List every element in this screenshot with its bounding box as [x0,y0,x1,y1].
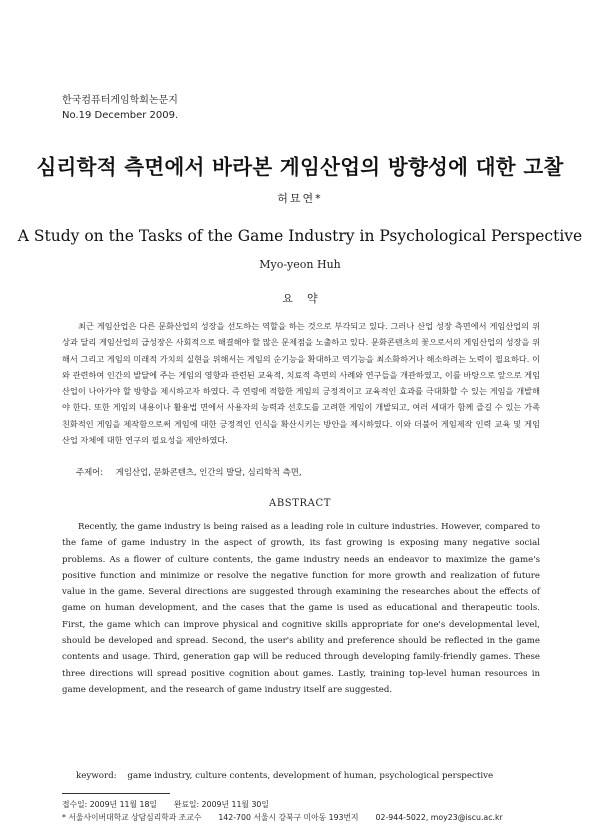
footnote [62,798,503,824]
journal-header [62,93,178,123]
journal-issue: No.19 December 2009. [62,110,179,121]
email: moy23@iscu.ac.kr [430,813,503,822]
accepted-label: 완료일: [173,800,200,809]
received-date: 2009년 11월 18일 [89,800,157,809]
abstract-korean-heading: 요약 [282,292,332,305]
affiliation: * 서울사이버대학교 상담심리학과 조교수 [62,813,202,822]
keywords-english-list: game industry, culture contents, development of human, psychological perspective [127,771,494,781]
keywords-korean [76,466,536,478]
paper-title-english: A Study on the Tasks of the Game Industry in Psychological Perspective [17,227,583,245]
abstract-korean: 최근 게임산업은 다른 문화산업의 성장을 선도하는 역할을 하는 것으로 부각되고 있다. 그러나 산업 성장 측면에서 게임산업의 위상과 달리 게임산업의 급성장은 사회적으로 해결해야 할 많은 문제점을 노출하고 있다. 문화콘텐츠의 꽃으로서의 게임산업의 성장을 위해서 그리고 게임의 미래적 가치의 실현을 위해서는 게임의 순기능을 확대하고 역기능을 최소화하거나 해소하려는 노력이 필요하다. 이와 관련하여 인간의 발달에 주는 게임의 영향과 관련된 교육적, 치료적 측면의 사례와 연구들을 개관하였고, 이를 바탕으로 앞으로 게임산업이 나아가야 할 방향을 제시하고자 하였다. 즉 연령에 적합한 게임의 긍정적이고 교육적인 효과를 극대화할 수 있는 게임을 개발해야 한다. 또한 게임의 내용이나 활용법 면에서 사용자의 능력과 선호도를 고려한 게임이 개발되고, 여러 세대가 함께 즐길 수 있는 가족친화적인 게임을 제작함으로써 게임에 대한 긍정적인 인식을 확산시키는 방안을 제시하였다. 이와 더불어 게임제작 인력 교육 및 게임산업 자체에 대한 연구의 필요성을 제안하였다. [62,321,540,446]
keywords-english-label: keyword: [76,771,117,781]
abstract-english-heading: ABSTRACT [269,498,331,509]
footnote-affiliation [62,811,503,824]
keywords-korean-label: 주제어: [76,467,104,477]
keywords-english [76,771,546,781]
keywords-korean-list: 게임산업, 문화콘텐츠, 인간의 발달, 심리학적 측면, [115,467,302,477]
paper-title-korean: 심리학적 측면에서 바라본 게임산업의 방향성에 대한 고찰 [36,155,564,179]
address: 142-700 서울시 강북구 미아동 193번지 [218,813,359,822]
phone: 02-944-5022, [375,813,429,822]
author-korean: 허묘연* [277,192,323,205]
author-english: Myo-yeon Huh [259,258,341,271]
received-label: 접수일: [62,800,88,809]
journal-name: 한국컴퓨터게임학회논문지 [62,95,178,106]
abstract-english: Recently, the game industry is being raised as a leading role in culture industries. However, compared to the fame of game industry in the aspect of growth, its fast growing is exposing many negative social problems. As a flower of culture contents, the game industry needs an endeavor to maximize the game's positive function and minimize or resolve the negative function for more growth and realization of future value in the game. Several directions are suggested through examining the researches about the effects of game on human development, and the cases that the game is used as educational and therapeutic tools. First, the game which can improve physical and cognitive skills appropriate for one's developmental level, should be developed and spread. Second, the user's ability and preference should be reflected in the game contents and usage. Third, generation gap will be reduced through developing family-friendly games. These three directions will spread positive cognition about games. Lastly, training top-level human resources in game development, and the research of game industry itself are suggested. [62,522,540,695]
accepted-date: 2009년 11월 30일 [201,800,269,809]
footnote-dates [62,798,503,811]
footnote-divider [62,793,170,794]
